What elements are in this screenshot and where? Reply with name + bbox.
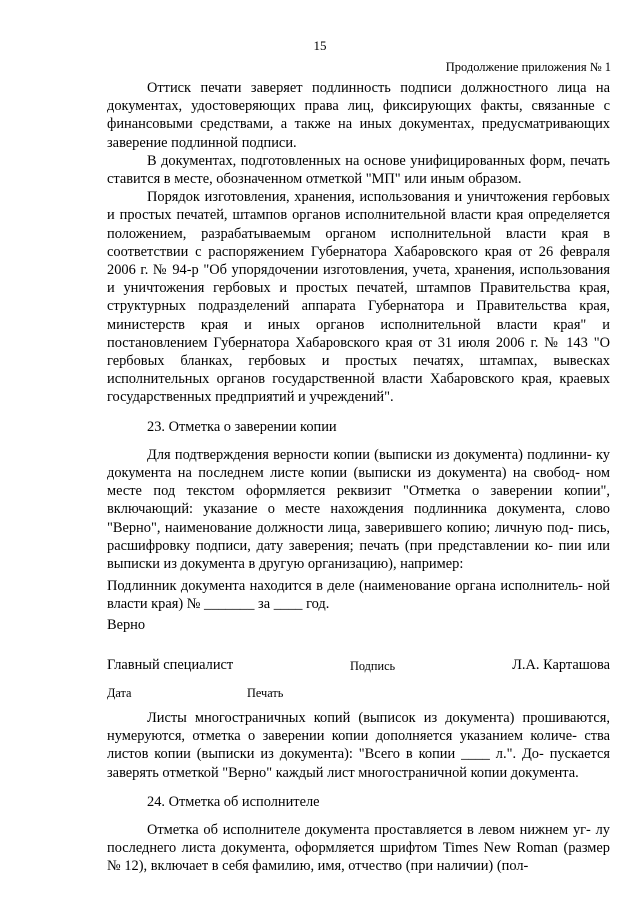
continuation-note: Продолжение приложения № 1 [445,60,611,74]
paragraph-executor-mark: Отметка об исполнителе документа проставляется в левом нижнем уг- лу последнего листа документа, оформляется шрифтом Times New Roman (размер № 12), включает в себя фамилию, имя, отчество (при наличии) (пол- [107,821,610,875]
signature-label: Подпись [350,658,396,673]
page-number: 15 [313,38,327,53]
signature-row [107,656,610,675]
section-heading-24: 24. Отметка об исполнителе [147,793,320,810]
signer-name: Л.А. Карташова [512,656,610,673]
paragraph-multipage-copies: Листы многостраничных копий (выписок из документа) прошиваются, нумеруются, отметка о заверении копии дополняется указанием количе- ства листов копии (выписки из документа): "Всего в копии ____ л.". До- пускается заверять отметкой "Верно" каждый лист многостраничной копии документа. [107,709,610,781]
paragraph-unified-forms: В документах, подготовленных на основе унифицированных форм, печать ставится в месте, обозначенном отметкой "МП" или иным образом. [107,152,610,188]
paragraph-copy-certification: Для подтверждения верности копии (выписки из документа) подлинни- ку документа на последнем листе копии (выписки из документа) на свобод- ном месте под текстом оформляется реквизит "Отметка о заверении копии", включающий: указание о месте нахождения подлинника документа, слово "Верно", наименование должности лица, заверившего копию; личную под- пись, расшифровку подписи, дату заверения; печать (при представлении ко- пии или выписки из документа в другую организацию), например: [107,446,610,573]
date-stamp-row [107,684,610,700]
stamp-label: Печать [247,685,284,700]
signer-position: Главный специалист [107,656,234,673]
document-body [107,79,610,876]
paragraph-stamp-procedure: Порядок изготовления, хранения, использования и уничтожения гербовых и простых печатей, штампов органов исполнительной власти края определяется положением, разрабатываемым органом исполнительной власти края в соответствии с распоряжением Губернатора Хабаровского края от 26 февраля 2006 г. № 94-р "Об упорядочении изготовления, учета, хранения, использования и уничтожения гербовых и простых печатей, штампов Правительства края, структурных подразделений аппарата Губернатора и Правительства края, министерств края и иных органов исполнительной власти края" и постановлением Губернатора Хабаровского края от 31 июля 2006 г. № 143 "О гербовых бланках, гербовых и простых печатях, штампах, вывесках исполнительных органов государственной власти Хабаровского края, краевых государственных предприятий и учреждений". [107,189,610,406]
date-label: Дата [107,685,132,700]
example-original-location: Подлинник документа находится в деле (наименование органа исполнитель- ной власти края) № _______ за ____ год. [107,578,610,613]
paragraph-stamp-authenticity: Оттиск печати заверяет подлинность подписи должностного лица на документах, удостоверяющих права лиц, фиксирующих факты, связанные с финансовыми средствами, а также на иных документах, предусматривающих заверение подлинной подписи. [107,80,610,151]
section-heading-23: 23. Отметка о заверении копии [147,418,337,435]
example-verno: Верно [107,616,146,633]
